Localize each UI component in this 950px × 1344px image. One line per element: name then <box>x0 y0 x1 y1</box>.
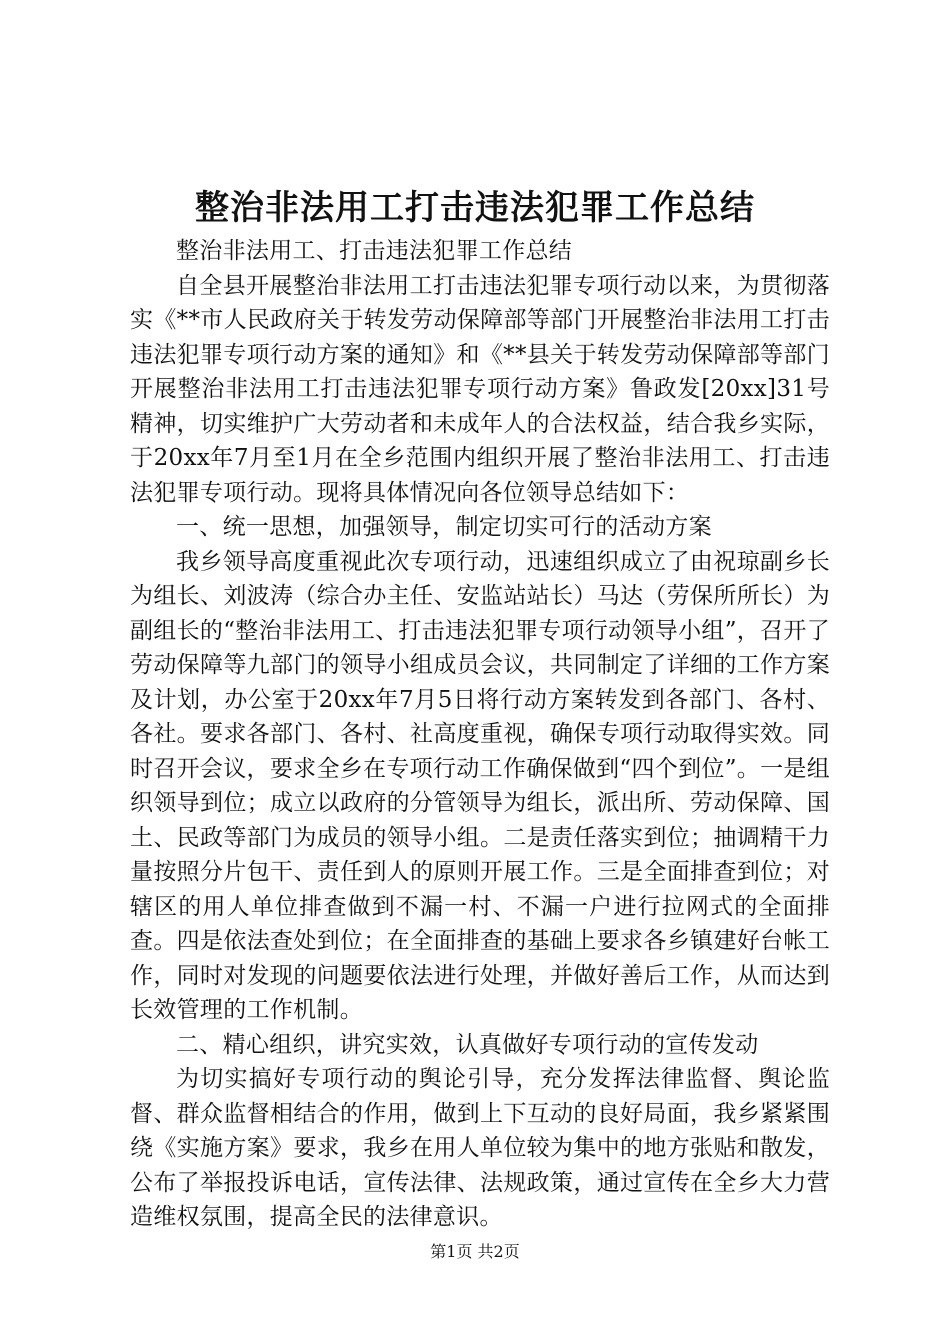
document-body <box>130 234 830 1235</box>
document-subtitle: 整治非法用工、打击违法犯罪工作总结 <box>176 238 573 264</box>
section-heading-1: 一、统一思想，加强领导，制定切实可行的活动方案 <box>176 514 712 540</box>
intro-paragraph: 自全县开展整治非法用工打击违法犯罪专项行动以来，为贯彻落实《**市人民政府关于转发劳动保障部等部门开展整治非法用工打击违法犯罪专项行动方案的通知》和《**县关于转发劳动保障部等部门开展整治非法用工打击违法犯罪专项行动方案》鲁政发[20xx]31号精神，切实维护广大劳动者和未成年人的合法权益，结合我乡实际，于20xx年7月至1月在全乡范围内组织开展了整治非法用工、打击违法犯罪专项行动。现将具体情况向各位领导总结如下： <box>130 272 830 506</box>
section-2-paragraph: 为切实搞好专项行动的舆论引导，充分发挥法律监督、舆论监督、群众监督相结合的作用，做到上下互动的良好局面，我乡紧紧围绕《实施方案》要求，我乡在用人单位较为集中的地方张贴和散发，公布了举报投诉电话，宣传法律、法规政策，通过宣传在全乡大力营造维权氛围，提高全民的法律意识。 <box>130 1066 830 1230</box>
section-heading-2: 二、精心组织，讲究实效，认真做好专项行动的宣传发动 <box>176 1031 759 1058</box>
section-1-paragraph: 我乡领导高度重视此次专项行动，迅速组织成立了由祝琼副乡长为组长、刘波涛（综合办主任、安监站站长）马达（劳保所所长）为副组长的“整治非法用工、打击违法犯罪专项行动领导小组”，召开了劳动保障等九部门的领导小组成员会议，共同制定了详细的工作方案及计划，办公室于20xx年7月5日将行动方案转发到各部门、各村、各社。要求各部门、各村、社高度重视，确保专项行动取得实效。同时召开会议，要求全乡在专项行动工作确保做到“四个到位”。一是组织领导到位；成立以政府的分管领导为组长，派出所、劳动保障、国土、民政等部门为成员的领导小组。二是责任落实到位；抽调精干力量按照分片包干、责任到人的原则开展工作。三是全面排查到位；对辖区的用人单位排查做到不漏一村、不漏一户进行拉网式的全面排查。四是依法查处到位；在全面排查的基础上要求各乡镇建好台帐工作，同时对发现的问题要依法进行处理，并做好善后工作，从而达到长效管理的工作机制。 <box>130 548 830 1023</box>
document-title: 整治非法用工打击违法犯罪工作总结 <box>195 188 755 228</box>
page-number: 第1页 共2页 <box>430 1242 520 1261</box>
